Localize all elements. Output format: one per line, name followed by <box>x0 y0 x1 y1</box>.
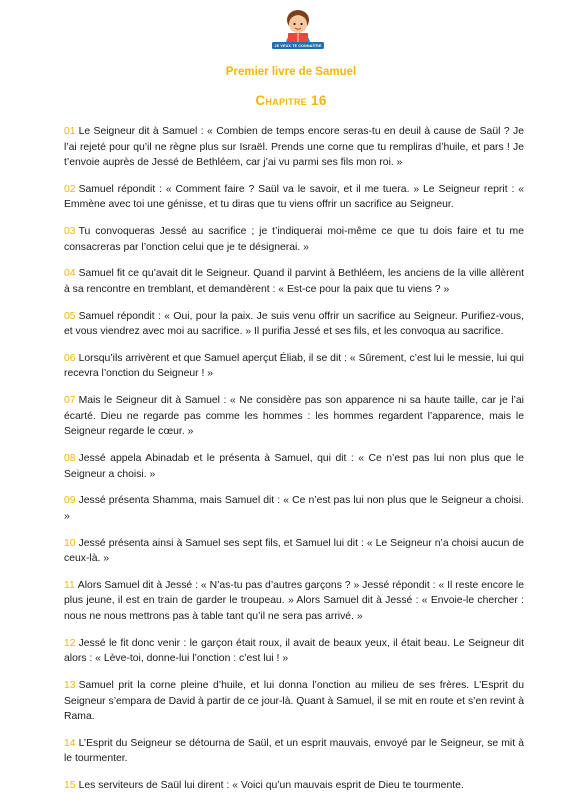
verse-text: L’Esprit du Seigneur se détourna de Saül, et un esprit mauvais, envoyé par le Seigneur, se mit à le tourmenter. <box>64 737 524 765</box>
verse-number: 02 <box>64 183 76 195</box>
verse-number: 05 <box>64 310 76 322</box>
verse-text: Samuel prit la corne pleine d’huile, et lui donna l’onction au milieu de ses frères. L’Esprit du Seigneur s’empara de David à partir de ce jour-là. Quant à Samuel, il se mit en route et s’en revint à Rama. <box>64 680 524 723</box>
verse <box>64 678 524 725</box>
verse-number: 07 <box>64 395 76 407</box>
verse-number: 15 <box>64 780 76 792</box>
verse-list <box>64 124 524 805</box>
verse-text: Lorsqu’ils arrivèrent et que Samuel aperçut Éliab, il se dit : « Sûrement, c’est lui le messie, lui qui recevra l’onction du Seigneur ! » <box>64 352 524 380</box>
verse-number: 03 <box>64 226 76 238</box>
verse-text: Jessé présenta ainsi à Samuel ses sept fils, et Samuel lui dit : « Le Seigneur n’a choisi aucun de ceux-là. » <box>64 537 524 565</box>
verse-text: Samuel fit ce qu’avait dit le Seigneur. Quand il parvint à Bethléem, les anciens de la ville allèrent à sa rencontre en tremblant, et demandèrent : « Est-ce pour la paix que tu viens ? » <box>64 268 524 295</box>
verse-text: Jessé le fit donc venir : le garçon était roux, il avait de beaux yeux, il était beau. Le Seigneur dit alors : « Lève-toi, donne-lui l’onction : c’est lui ! » <box>64 637 524 665</box>
verse-text: Le Seigneur dit à Samuel : « Combien de temps encore seras-tu en deuil à cause de Saül ? Je l’ai rejeté pour qu’il ne règne plus sur Israël. Prends une corne que tu rempliras d’huile, et pars ! Je t’envoie auprès de Jessé de Bethléem, car j’ai vu parmi ses fils mon roi. » <box>64 126 524 168</box>
verse-text: Alors Samuel dit à Jessé : « N’as-tu pas d’autres garçons ? » Jessé répondit : « Il reste encore le plus jeune, il est en train de garder le troupeau. » Alors Samuel dit à Jessé : « Envoie-le chercher : nous ne nous mettrons pas à table tant qu’il ne sera pas arrivé. » <box>64 579 524 622</box>
verse <box>64 778 524 794</box>
verse-number: 08 <box>64 453 76 465</box>
verse <box>64 578 524 625</box>
verse-number: 09 <box>64 495 76 507</box>
verse-number: 12 <box>64 637 76 649</box>
logo <box>268 6 328 54</box>
verse-text: Les serviteurs de Saül lui dirent : « Voici qu’un mauvais esprit de Dieu te tourmente. <box>78 780 464 792</box>
verse <box>64 309 524 340</box>
verse-number: 06 <box>64 352 76 364</box>
verse-number: 11 <box>64 579 75 591</box>
chapter-title: Chapitre 16 <box>255 93 327 108</box>
verse-text: Tu convoqueras Jessé au sacrifice ; je t’indiquerai moi-même ce que tu dois faire et tu me consacreras par l’onction celui que je te désignerai. » <box>64 226 524 253</box>
verse-text: Jessé appela Abinadab et le présenta à Samuel, qui dit : « Ce n’est pas lui non plus que le Seigneur a choisi. » <box>64 453 524 480</box>
verse-number: 10 <box>64 537 76 549</box>
verse-text: Samuel répondit : « Comment faire ? Saül va le savoir, et il me tuera. » Le Seigneur reprit : « Emmène avec toi une génisse, et tu diras que tu viens offrir un sacrifice au Seigneur. <box>64 183 524 211</box>
verse <box>64 393 524 440</box>
verse <box>64 736 524 767</box>
logo-text: JE VEUX TE CONNAÎTRE <box>274 44 322 48</box>
verse-number: 13 <box>64 680 76 692</box>
verse <box>64 636 524 667</box>
verse <box>64 124 524 171</box>
verse <box>64 536 524 567</box>
verse-text: Mais le Seigneur dit à Samuel : « Ne considère pas son apparence ni sa haute taille, car je l’ai écarté. Dieu ne regarde pas comme les hommes : les hommes regardent l’apparence, mais le Seigneur regarde le cœur. » <box>64 395 524 438</box>
verse <box>64 351 524 382</box>
verse <box>64 266 524 297</box>
book-title: Premier livre de Samuel <box>225 66 357 78</box>
verse <box>64 451 524 482</box>
verse-number: 01 <box>64 126 76 137</box>
verse <box>64 224 524 255</box>
verse-number: 04 <box>64 268 76 280</box>
verse <box>64 493 524 524</box>
verse-text: Samuel répondit : « Oui, pour la paix. Je suis venu offrir un sacrifice au Seigneur. Purifiez-vous, et vous viendrez avec moi au sacrifice. » Il purifia Jessé et ses fils, et les convoqua au sacrifice. <box>64 310 524 338</box>
verse-text: Jessé présenta Shamma, mais Samuel dit : « Ce n’est pas lui non plus que le Seigneur a choisi. » <box>64 495 524 522</box>
verse <box>64 182 524 213</box>
verse-number: 14 <box>64 737 76 749</box>
